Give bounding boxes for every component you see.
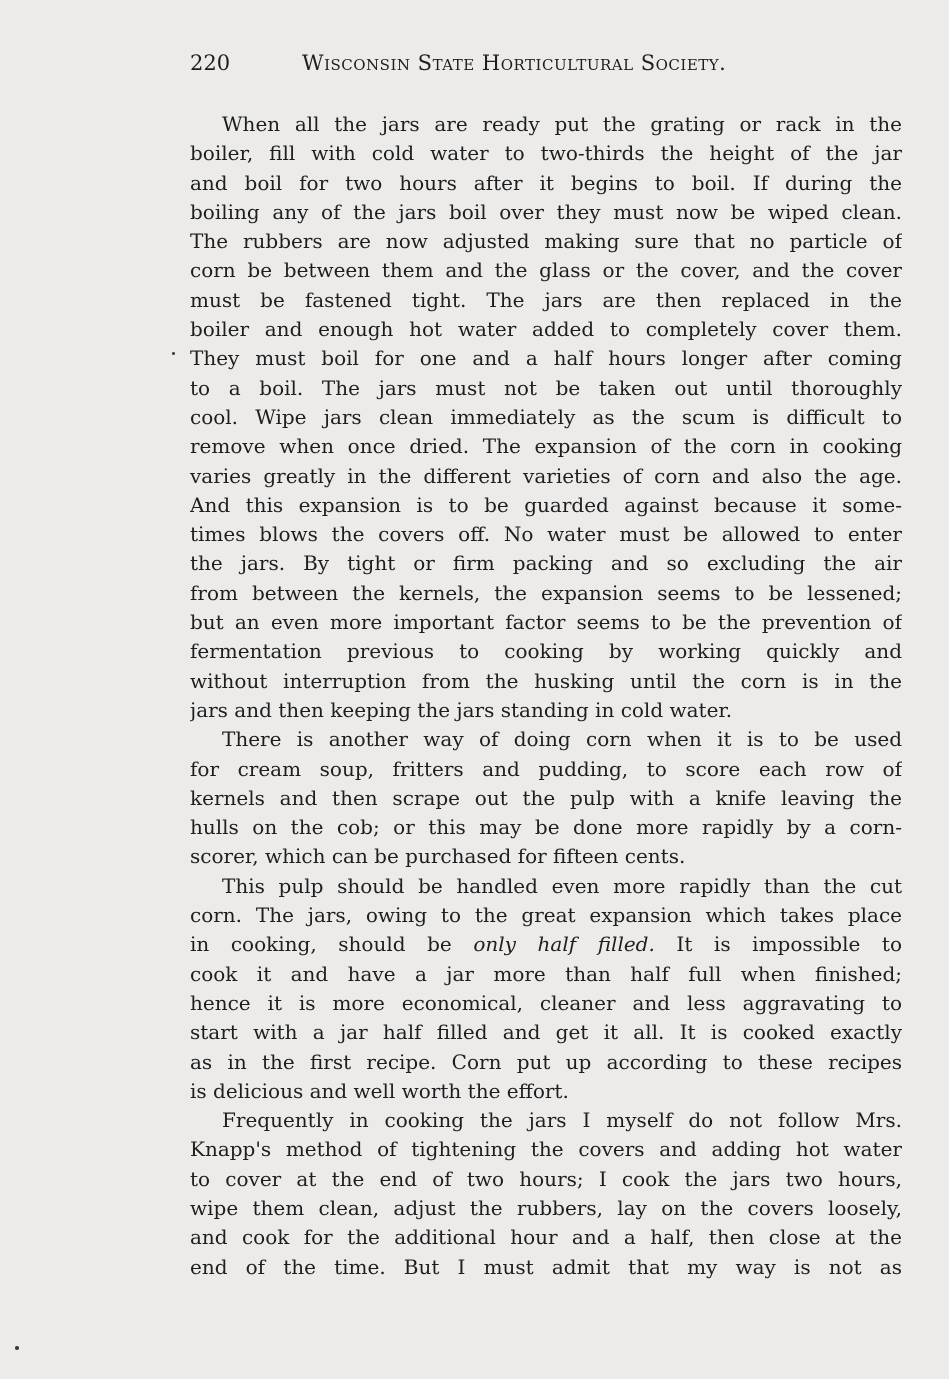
text-line: jars and then keeping the jars standing in cold water. (190, 697, 733, 722)
text-line: fermentation previous to cooking by working quickly and (190, 639, 902, 664)
paragraph-1 (190, 110, 902, 725)
text-segment: It is impossible to (654, 932, 902, 957)
text-line: The rubbers are now adjusted making sure that no particle of (190, 229, 902, 254)
text-line: corn. The jars, owing to the great expansion which takes place (190, 903, 902, 928)
text-line: boiling any of the jars boil over they must now be wiped clean. (190, 199, 902, 224)
page-header (190, 47, 900, 79)
text-line: from between the kernels, the expansion seems to be lessened; (190, 580, 902, 605)
text-line: must be fastened tight. The jars are then replaced in the (190, 287, 902, 312)
text-line: end of the time. But I must admit that my way is not as (190, 1254, 902, 1279)
text-line: When all the jars are ready put the grating or rack in the (222, 112, 902, 136)
text-line: for cream soup, fritters and pudding, to score each row of (190, 756, 902, 781)
text-line: cook it and have a jar more than half full when finished; (190, 961, 902, 986)
text-line: the jars. By tight or firm packing and so excluding the air (190, 551, 902, 576)
text-line: times blows the covers off. No water must be allowed to enter (190, 522, 902, 547)
paragraph-3 (190, 872, 902, 1106)
text-line (190, 930, 902, 959)
text-line: to a boil. The jars must not be taken out until thoroughly (190, 375, 902, 400)
text-line: hulls on the cob; or this may be done more rapidly by a corn- (190, 815, 902, 840)
text-line: Knapp's method of tightening the covers and adding hot water (190, 1137, 902, 1162)
running-title: Wisconsin State Horticultural Society. (302, 51, 727, 75)
text-line: corn be between them and the glass or the cover, and the cover (190, 258, 902, 283)
text-line: hence it is more economical, cleaner and less aggravating to (190, 990, 902, 1015)
italic-emphasis: only half filled. (473, 932, 655, 957)
text-line: to cover at the end of two hours; I cook the jars two hours, (190, 1166, 902, 1191)
text-line: wipe them clean, adjust the rubbers, lay on the covers loosely, (190, 1195, 902, 1220)
text-line: remove when once dried. The expansion of the corn in cooking (190, 434, 902, 459)
text-line: They must boil for one and a half hours longer after coming (190, 346, 902, 371)
text-segment: in cooking, should be (190, 932, 474, 957)
paragraph-4 (190, 1106, 902, 1282)
text-line: without interruption from the husking until the corn is in the (190, 668, 902, 693)
text-line: Frequently in cooking the jars I myself do not follow Mrs. (222, 1108, 902, 1133)
paragraph-2 (190, 725, 902, 871)
text-line: but an even more important factor seems to be the prevention of (190, 610, 902, 635)
text-line: varies greatly in the different varieties of corn and also the age. (190, 463, 902, 488)
text-line: This pulp should be handled even more rapidly than the cut (222, 873, 902, 898)
text-line: start with a jar half filled and get it all. It is cooked exactly (190, 1020, 902, 1045)
text-line: There is another way of doing corn when it is to be used (222, 727, 902, 752)
scan-speck (15, 1346, 19, 1350)
text-line: is delicious and well worth the effort. (190, 1078, 569, 1103)
page-number: 220 (190, 51, 231, 75)
text-line: kernels and then scrape out the pulp with a knife leaving the (190, 785, 902, 810)
text-line: boiler, fill with cold water to two-thirds the height of the jar (190, 141, 902, 166)
text-line: as in the first recipe. Corn put up according to these recipes (190, 1049, 902, 1074)
text-line: and cook for the additional hour and a half, then close at the (190, 1225, 902, 1250)
scan-speck (172, 352, 175, 355)
text-line: And this expansion is to be guarded against because it some- (190, 492, 902, 517)
text-line: boiler and enough hot water added to completely cover them. (190, 317, 902, 342)
text-line: and boil for two hours after it begins to boil. If during the (190, 170, 902, 195)
text-line: cool. Wipe jars clean immediately as the scum is difficult to (190, 404, 902, 429)
body-text (190, 110, 902, 1282)
text-line: scorer, which can be purchased for fifteen cents. (190, 844, 686, 869)
